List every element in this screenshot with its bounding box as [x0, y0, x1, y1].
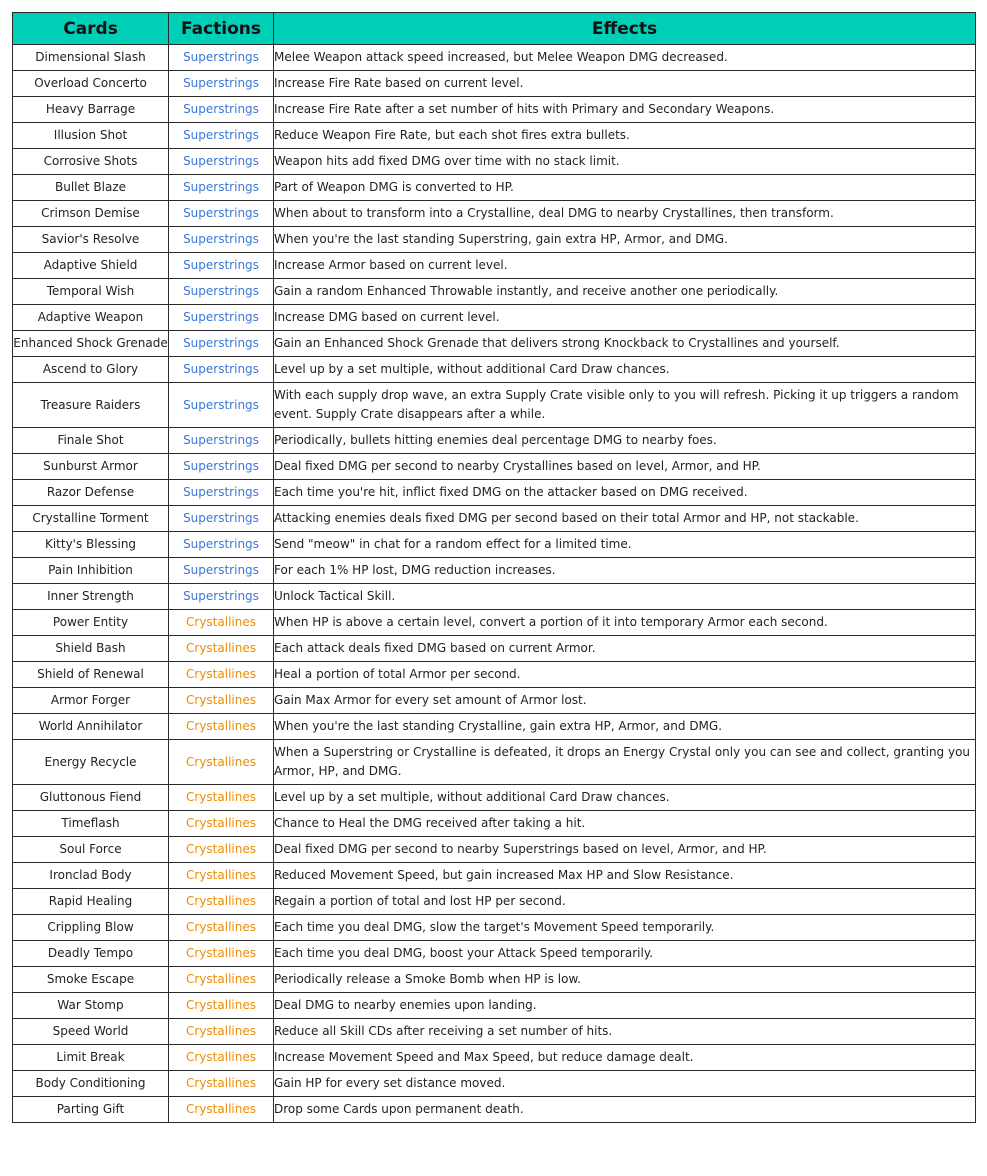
- card-name-cell: Illusion Shot: [13, 123, 169, 149]
- faction-cell: Superstrings: [169, 584, 274, 610]
- faction-cell: Crystallines: [169, 837, 274, 863]
- effect-cell: Level up by a set multiple, without additional Card Draw chances.: [274, 785, 976, 811]
- table-row: [13, 610, 976, 636]
- effect-cell: When HP is above a certain level, convert a portion of it into temporary Armor each second.: [274, 610, 976, 636]
- effect-cell: Chance to Heal the DMG received after taking a hit.: [274, 811, 976, 837]
- faction-cell: Superstrings: [169, 331, 274, 357]
- table-row: [13, 175, 976, 201]
- card-name-cell: Bullet Blaze: [13, 175, 169, 201]
- card-name-cell: Treasure Raiders: [13, 383, 169, 428]
- effect-cell: When you're the last standing Superstring, gain extra HP, Armor, and DMG.: [274, 227, 976, 253]
- table-row: [13, 428, 976, 454]
- header-factions: Factions: [169, 13, 274, 45]
- header-row: [13, 13, 976, 45]
- card-name-cell: Timeflash: [13, 811, 169, 837]
- effect-cell: With each supply drop wave, an extra Supply Crate visible only to you will refresh. Picking it up triggers a random event. Supply Crate disappears after a while.: [274, 383, 976, 428]
- faction-cell: Crystallines: [169, 967, 274, 993]
- faction-cell: Crystallines: [169, 636, 274, 662]
- card-name-cell: Finale Shot: [13, 428, 169, 454]
- effect-cell: Gain an Enhanced Shock Grenade that delivers strong Knockback to Crystallines and yourself.: [274, 331, 976, 357]
- effect-cell: Reduced Movement Speed, but gain increased Max HP and Slow Resistance.: [274, 863, 976, 889]
- effect-cell: For each 1% HP lost, DMG reduction increases.: [274, 558, 976, 584]
- effect-cell: Each time you deal DMG, boost your Attack Speed temporarily.: [274, 941, 976, 967]
- effect-cell: Weapon hits add fixed DMG over time with no stack limit.: [274, 149, 976, 175]
- effect-cell: Reduce all Skill CDs after receiving a set number of hits.: [274, 1019, 976, 1045]
- card-name-cell: Crystalline Torment: [13, 506, 169, 532]
- faction-cell: Superstrings: [169, 428, 274, 454]
- cards-table: [12, 12, 976, 1123]
- faction-cell: Superstrings: [169, 97, 274, 123]
- faction-cell: Superstrings: [169, 45, 274, 71]
- table-row: [13, 688, 976, 714]
- card-name-cell: Rapid Healing: [13, 889, 169, 915]
- card-name-cell: Sunburst Armor: [13, 454, 169, 480]
- card-name-cell: Parting Gift: [13, 1097, 169, 1123]
- table-row: [13, 915, 976, 941]
- faction-cell: Superstrings: [169, 201, 274, 227]
- faction-cell: Crystallines: [169, 1045, 274, 1071]
- faction-cell: Crystallines: [169, 610, 274, 636]
- effect-cell: Each attack deals fixed DMG based on current Armor.: [274, 636, 976, 662]
- faction-cell: Crystallines: [169, 714, 274, 740]
- effect-cell: Deal fixed DMG per second to nearby Crystallines based on level, Armor, and HP.: [274, 454, 976, 480]
- table-row: [13, 636, 976, 662]
- effect-cell: Gain HP for every set distance moved.: [274, 1071, 976, 1097]
- faction-cell: Crystallines: [169, 662, 274, 688]
- card-name-cell: Adaptive Weapon: [13, 305, 169, 331]
- card-name-cell: Shield Bash: [13, 636, 169, 662]
- table-row: [13, 837, 976, 863]
- effect-cell: Deal fixed DMG per second to nearby Superstrings based on level, Armor, and HP.: [274, 837, 976, 863]
- faction-cell: Crystallines: [169, 688, 274, 714]
- table-row: [13, 383, 976, 428]
- faction-cell: Crystallines: [169, 941, 274, 967]
- header-effects: Effects: [274, 13, 976, 45]
- table-row: [13, 454, 976, 480]
- effect-cell: Regain a portion of total and lost HP per second.: [274, 889, 976, 915]
- faction-cell: Crystallines: [169, 1097, 274, 1123]
- card-name-cell: Limit Break: [13, 1045, 169, 1071]
- card-name-cell: Kitty's Blessing: [13, 532, 169, 558]
- faction-cell: Superstrings: [169, 123, 274, 149]
- table-row: [13, 201, 976, 227]
- table-row: [13, 993, 976, 1019]
- table-row: [13, 253, 976, 279]
- card-name-cell: Body Conditioning: [13, 1071, 169, 1097]
- faction-cell: Superstrings: [169, 279, 274, 305]
- card-name-cell: Savior's Resolve: [13, 227, 169, 253]
- table-row: [13, 71, 976, 97]
- effect-cell: Heal a portion of total Armor per second.: [274, 662, 976, 688]
- table-row: [13, 1097, 976, 1123]
- card-name-cell: Razor Defense: [13, 480, 169, 506]
- card-name-cell: Enhanced Shock Grenade: [13, 331, 169, 357]
- effect-cell: Unlock Tactical Skill.: [274, 584, 976, 610]
- effect-cell: Each time you deal DMG, slow the target's Movement Speed temporarily.: [274, 915, 976, 941]
- faction-cell: Crystallines: [169, 785, 274, 811]
- faction-cell: Crystallines: [169, 811, 274, 837]
- faction-cell: Superstrings: [169, 383, 274, 428]
- table-header: [13, 13, 976, 45]
- faction-cell: Superstrings: [169, 71, 274, 97]
- card-name-cell: Adaptive Shield: [13, 253, 169, 279]
- faction-cell: Crystallines: [169, 863, 274, 889]
- effect-cell: When you're the last standing Crystalline, gain extra HP, Armor, and DMG.: [274, 714, 976, 740]
- table-row: [13, 584, 976, 610]
- table-body: [13, 45, 976, 1123]
- effect-cell: Level up by a set multiple, without additional Card Draw chances.: [274, 357, 976, 383]
- effect-cell: Increase Armor based on current level.: [274, 253, 976, 279]
- card-name-cell: Smoke Escape: [13, 967, 169, 993]
- effect-cell: Drop some Cards upon permanent death.: [274, 1097, 976, 1123]
- table-row: [13, 149, 976, 175]
- effect-cell: Gain Max Armor for every set amount of Armor lost.: [274, 688, 976, 714]
- card-name-cell: Pain Inhibition: [13, 558, 169, 584]
- effect-cell: When a Superstring or Crystalline is defeated, it drops an Energy Crystal only you can see and collect, granting you Armor, HP, and DMG.: [274, 740, 976, 785]
- faction-cell: Superstrings: [169, 480, 274, 506]
- table-row: [13, 227, 976, 253]
- card-name-cell: Deadly Tempo: [13, 941, 169, 967]
- card-name-cell: Gluttonous Fiend: [13, 785, 169, 811]
- effect-cell: Reduce Weapon Fire Rate, but each shot fires extra bullets.: [274, 123, 976, 149]
- table-row: [13, 97, 976, 123]
- effect-cell: Increase DMG based on current level.: [274, 305, 976, 331]
- faction-cell: Crystallines: [169, 915, 274, 941]
- effect-cell: Increase Fire Rate after a set number of hits with Primary and Secondary Weapons.: [274, 97, 976, 123]
- effect-cell: Part of Weapon DMG is converted to HP.: [274, 175, 976, 201]
- effect-cell: Periodically, bullets hitting enemies deal percentage DMG to nearby foes.: [274, 428, 976, 454]
- effect-cell: Attacking enemies deals fixed DMG per second based on their total Armor and HP, not stackable.: [274, 506, 976, 532]
- card-name-cell: Overload Concerto: [13, 71, 169, 97]
- card-name-cell: Shield of Renewal: [13, 662, 169, 688]
- card-name-cell: World Annihilator: [13, 714, 169, 740]
- effect-cell: Periodically release a Smoke Bomb when HP is low.: [274, 967, 976, 993]
- table-row: [13, 1045, 976, 1071]
- faction-cell: Superstrings: [169, 227, 274, 253]
- faction-cell: Superstrings: [169, 305, 274, 331]
- table-row: [13, 1071, 976, 1097]
- table-row: [13, 811, 976, 837]
- table-row: [13, 45, 976, 71]
- table-row: [13, 941, 976, 967]
- table-row: [13, 863, 976, 889]
- effect-cell: When about to transform into a Crystalline, deal DMG to nearby Crystallines, then transform.: [274, 201, 976, 227]
- effect-cell: Increase Movement Speed and Max Speed, but reduce damage dealt.: [274, 1045, 976, 1071]
- faction-cell: Superstrings: [169, 506, 274, 532]
- card-name-cell: Temporal Wish: [13, 279, 169, 305]
- effect-cell: Increase Fire Rate based on current level.: [274, 71, 976, 97]
- header-cards: Cards: [13, 13, 169, 45]
- table-row: [13, 331, 976, 357]
- card-name-cell: Ironclad Body: [13, 863, 169, 889]
- effect-cell: Gain a random Enhanced Throwable instantly, and receive another one periodically.: [274, 279, 976, 305]
- faction-cell: Crystallines: [169, 993, 274, 1019]
- faction-cell: Superstrings: [169, 175, 274, 201]
- table-row: [13, 1019, 976, 1045]
- card-name-cell: Corrosive Shots: [13, 149, 169, 175]
- faction-cell: Crystallines: [169, 1019, 274, 1045]
- card-name-cell: War Stomp: [13, 993, 169, 1019]
- card-name-cell: Energy Recycle: [13, 740, 169, 785]
- table-row: [13, 279, 976, 305]
- faction-cell: Superstrings: [169, 149, 274, 175]
- card-name-cell: Power Entity: [13, 610, 169, 636]
- faction-cell: Superstrings: [169, 454, 274, 480]
- table-row: [13, 480, 976, 506]
- faction-cell: Superstrings: [169, 253, 274, 279]
- faction-cell: Crystallines: [169, 1071, 274, 1097]
- faction-cell: Crystallines: [169, 889, 274, 915]
- card-name-cell: Soul Force: [13, 837, 169, 863]
- effect-cell: Melee Weapon attack speed increased, but Melee Weapon DMG decreased.: [274, 45, 976, 71]
- effect-cell: Send "meow" in chat for a random effect for a limited time.: [274, 532, 976, 558]
- faction-cell: Crystallines: [169, 740, 274, 785]
- card-name-cell: Ascend to Glory: [13, 357, 169, 383]
- card-name-cell: Crippling Blow: [13, 915, 169, 941]
- card-name-cell: Inner Strength: [13, 584, 169, 610]
- effect-cell: Deal DMG to nearby enemies upon landing.: [274, 993, 976, 1019]
- faction-cell: Superstrings: [169, 357, 274, 383]
- card-name-cell: Crimson Demise: [13, 201, 169, 227]
- table-row: [13, 740, 976, 785]
- table-row: [13, 305, 976, 331]
- table-row: [13, 889, 976, 915]
- table-row: [13, 558, 976, 584]
- table-row: [13, 506, 976, 532]
- card-name-cell: Dimensional Slash: [13, 45, 169, 71]
- faction-cell: Superstrings: [169, 558, 274, 584]
- card-name-cell: Speed World: [13, 1019, 169, 1045]
- table-row: [13, 532, 976, 558]
- table-row: [13, 662, 976, 688]
- table-row: [13, 357, 976, 383]
- table-row: [13, 785, 976, 811]
- faction-cell: Superstrings: [169, 532, 274, 558]
- card-name-cell: Heavy Barrage: [13, 97, 169, 123]
- effect-cell: Each time you're hit, inflict fixed DMG on the attacker based on DMG received.: [274, 480, 976, 506]
- table-row: [13, 123, 976, 149]
- card-name-cell: Armor Forger: [13, 688, 169, 714]
- table-row: [13, 967, 976, 993]
- table-row: [13, 714, 976, 740]
